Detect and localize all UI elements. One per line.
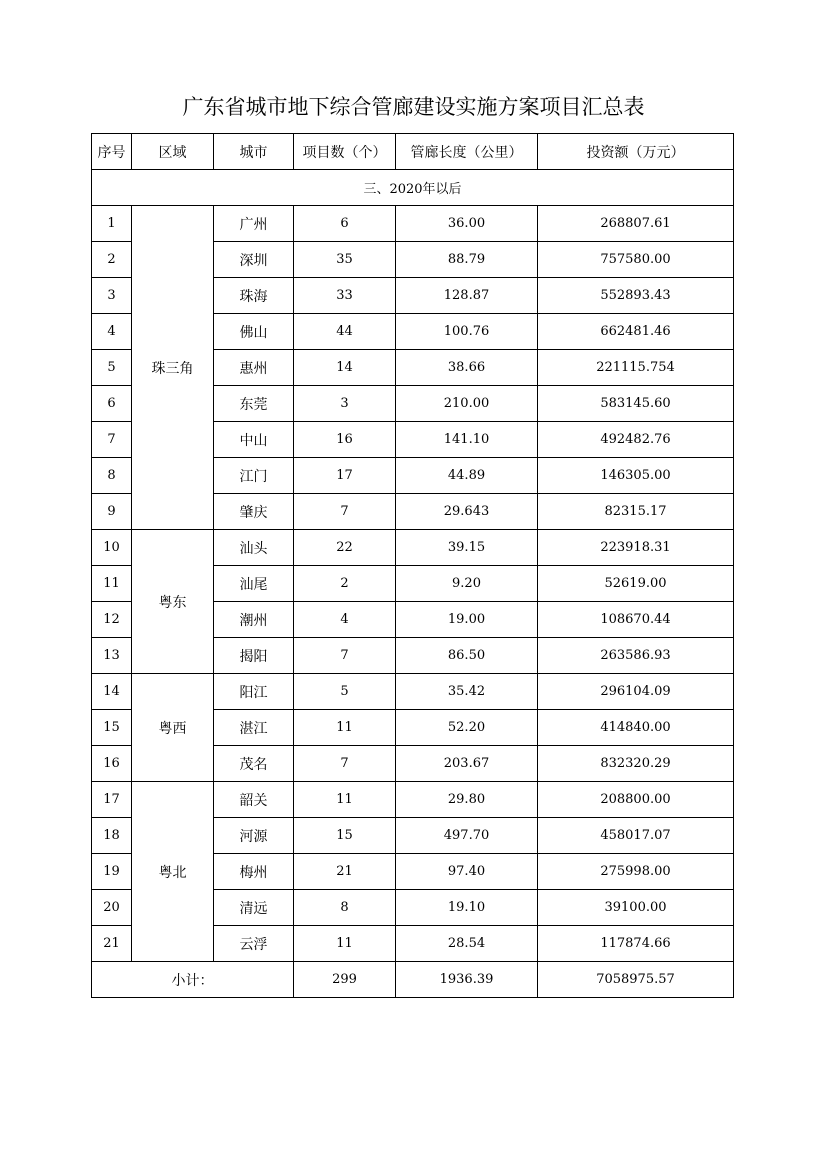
- count-cell: 5: [294, 674, 396, 710]
- length-cell: 88.79: [396, 242, 538, 278]
- length-cell: 29.643: [396, 494, 538, 530]
- city-cell: 潮州: [214, 602, 294, 638]
- header-seq: 序号: [92, 134, 132, 170]
- seq-cell: 8: [92, 458, 132, 494]
- length-cell: 210.00: [396, 386, 538, 422]
- length-cell: 29.80: [396, 782, 538, 818]
- seq-cell: 1: [92, 206, 132, 242]
- count-cell: 14: [294, 350, 396, 386]
- count-cell: 3: [294, 386, 396, 422]
- length-cell: 86.50: [396, 638, 538, 674]
- table-row: [92, 782, 734, 818]
- investment-cell: 223918.31: [538, 530, 734, 566]
- investment-cell: 832320.29: [538, 746, 734, 782]
- count-cell: 6: [294, 206, 396, 242]
- city-cell: 阳江: [214, 674, 294, 710]
- investment-cell: 583145.60: [538, 386, 734, 422]
- length-cell: 100.76: [396, 314, 538, 350]
- investment-cell: 414840.00: [538, 710, 734, 746]
- city-cell: 中山: [214, 422, 294, 458]
- seq-cell: 4: [92, 314, 132, 350]
- seq-cell: 5: [92, 350, 132, 386]
- investment-cell: 208800.00: [538, 782, 734, 818]
- seq-cell: 10: [92, 530, 132, 566]
- count-cell: 33: [294, 278, 396, 314]
- length-cell: 128.87: [396, 278, 538, 314]
- length-cell: 36.00: [396, 206, 538, 242]
- city-cell: 汕头: [214, 530, 294, 566]
- seq-cell: 18: [92, 818, 132, 854]
- count-cell: 44: [294, 314, 396, 350]
- header-row: [92, 134, 734, 170]
- length-cell: 52.20: [396, 710, 538, 746]
- investment-cell: 221115.754: [538, 350, 734, 386]
- city-cell: 广州: [214, 206, 294, 242]
- city-cell: 江门: [214, 458, 294, 494]
- investment-cell: 82315.17: [538, 494, 734, 530]
- header-region: 区域: [132, 134, 214, 170]
- investment-cell: 146305.00: [538, 458, 734, 494]
- count-cell: 22: [294, 530, 396, 566]
- investment-cell: 39100.00: [538, 890, 734, 926]
- count-cell: 7: [294, 638, 396, 674]
- header-length: 管廊长度（公里）: [396, 134, 538, 170]
- city-cell: 汕尾: [214, 566, 294, 602]
- seq-cell: 16: [92, 746, 132, 782]
- city-cell: 揭阳: [214, 638, 294, 674]
- length-cell: 35.42: [396, 674, 538, 710]
- investment-cell: 263586.93: [538, 638, 734, 674]
- city-cell: 梅州: [214, 854, 294, 890]
- investment-cell: 268807.61: [538, 206, 734, 242]
- header-investment: 投资额（万元）: [538, 134, 734, 170]
- count-cell: 11: [294, 710, 396, 746]
- seq-cell: 13: [92, 638, 132, 674]
- seq-cell: 21: [92, 926, 132, 962]
- city-cell: 珠海: [214, 278, 294, 314]
- table-row: [92, 530, 734, 566]
- region-cell: 粤西: [132, 674, 214, 782]
- count-cell: 21: [294, 854, 396, 890]
- count-cell: 15: [294, 818, 396, 854]
- investment-cell: 108670.44: [538, 602, 734, 638]
- investment-cell: 552893.43: [538, 278, 734, 314]
- count-cell: 7: [294, 746, 396, 782]
- count-cell: 16: [294, 422, 396, 458]
- length-cell: 19.00: [396, 602, 538, 638]
- summary-table: [91, 133, 734, 998]
- seq-cell: 11: [92, 566, 132, 602]
- section-label: 三、2020年以后: [92, 170, 734, 206]
- seq-cell: 6: [92, 386, 132, 422]
- seq-cell: 7: [92, 422, 132, 458]
- investment-cell: 757580.00: [538, 242, 734, 278]
- investment-cell: 458017.07: [538, 818, 734, 854]
- count-cell: 8: [294, 890, 396, 926]
- investment-cell: 275998.00: [538, 854, 734, 890]
- investment-cell: 662481.46: [538, 314, 734, 350]
- subtotal-investment: 7058975.57: [538, 962, 734, 998]
- subtotal-row: [92, 962, 734, 998]
- seq-cell: 20: [92, 890, 132, 926]
- length-cell: 39.15: [396, 530, 538, 566]
- investment-cell: 52619.00: [538, 566, 734, 602]
- city-cell: 云浮: [214, 926, 294, 962]
- investment-cell: 492482.76: [538, 422, 734, 458]
- length-cell: 19.10: [396, 890, 538, 926]
- subtotal-count: 299: [294, 962, 396, 998]
- length-cell: 497.70: [396, 818, 538, 854]
- length-cell: 38.66: [396, 350, 538, 386]
- city-cell: 河源: [214, 818, 294, 854]
- length-cell: 44.89: [396, 458, 538, 494]
- subtotal-label: 小计：: [92, 962, 294, 998]
- seq-cell: 12: [92, 602, 132, 638]
- page-title: 广东省城市地下综合管廊建设实施方案项目汇总表: [182, 95, 645, 119]
- city-cell: 佛山: [214, 314, 294, 350]
- city-cell: 韶关: [214, 782, 294, 818]
- count-cell: 7: [294, 494, 396, 530]
- header-count: 项目数（个）: [294, 134, 396, 170]
- region-cell: 粤东: [132, 530, 214, 674]
- count-cell: 4: [294, 602, 396, 638]
- seq-cell: 17: [92, 782, 132, 818]
- seq-cell: 9: [92, 494, 132, 530]
- investment-cell: 296104.09: [538, 674, 734, 710]
- city-cell: 肇庆: [214, 494, 294, 530]
- count-cell: 35: [294, 242, 396, 278]
- region-cell: 珠三角: [132, 206, 214, 530]
- region-cell: 粤北: [132, 782, 214, 962]
- length-cell: 97.40: [396, 854, 538, 890]
- length-cell: 9.20: [396, 566, 538, 602]
- city-cell: 湛江: [214, 710, 294, 746]
- seq-cell: 2: [92, 242, 132, 278]
- city-cell: 深圳: [214, 242, 294, 278]
- count-cell: 2: [294, 566, 396, 602]
- city-cell: 清远: [214, 890, 294, 926]
- seq-cell: 19: [92, 854, 132, 890]
- city-cell: 茂名: [214, 746, 294, 782]
- seq-cell: 14: [92, 674, 132, 710]
- length-cell: 203.67: [396, 746, 538, 782]
- city-cell: 惠州: [214, 350, 294, 386]
- header-city: 城市: [214, 134, 294, 170]
- count-cell: 11: [294, 782, 396, 818]
- investment-cell: 117874.66: [538, 926, 734, 962]
- count-cell: 11: [294, 926, 396, 962]
- section-row: [92, 170, 734, 206]
- table-row: [92, 674, 734, 710]
- table-row: [92, 206, 734, 242]
- city-cell: 东莞: [214, 386, 294, 422]
- subtotal-length: 1936.39: [396, 962, 538, 998]
- seq-cell: 15: [92, 710, 132, 746]
- length-cell: 141.10: [396, 422, 538, 458]
- seq-cell: 3: [92, 278, 132, 314]
- length-cell: 28.54: [396, 926, 538, 962]
- count-cell: 17: [294, 458, 396, 494]
